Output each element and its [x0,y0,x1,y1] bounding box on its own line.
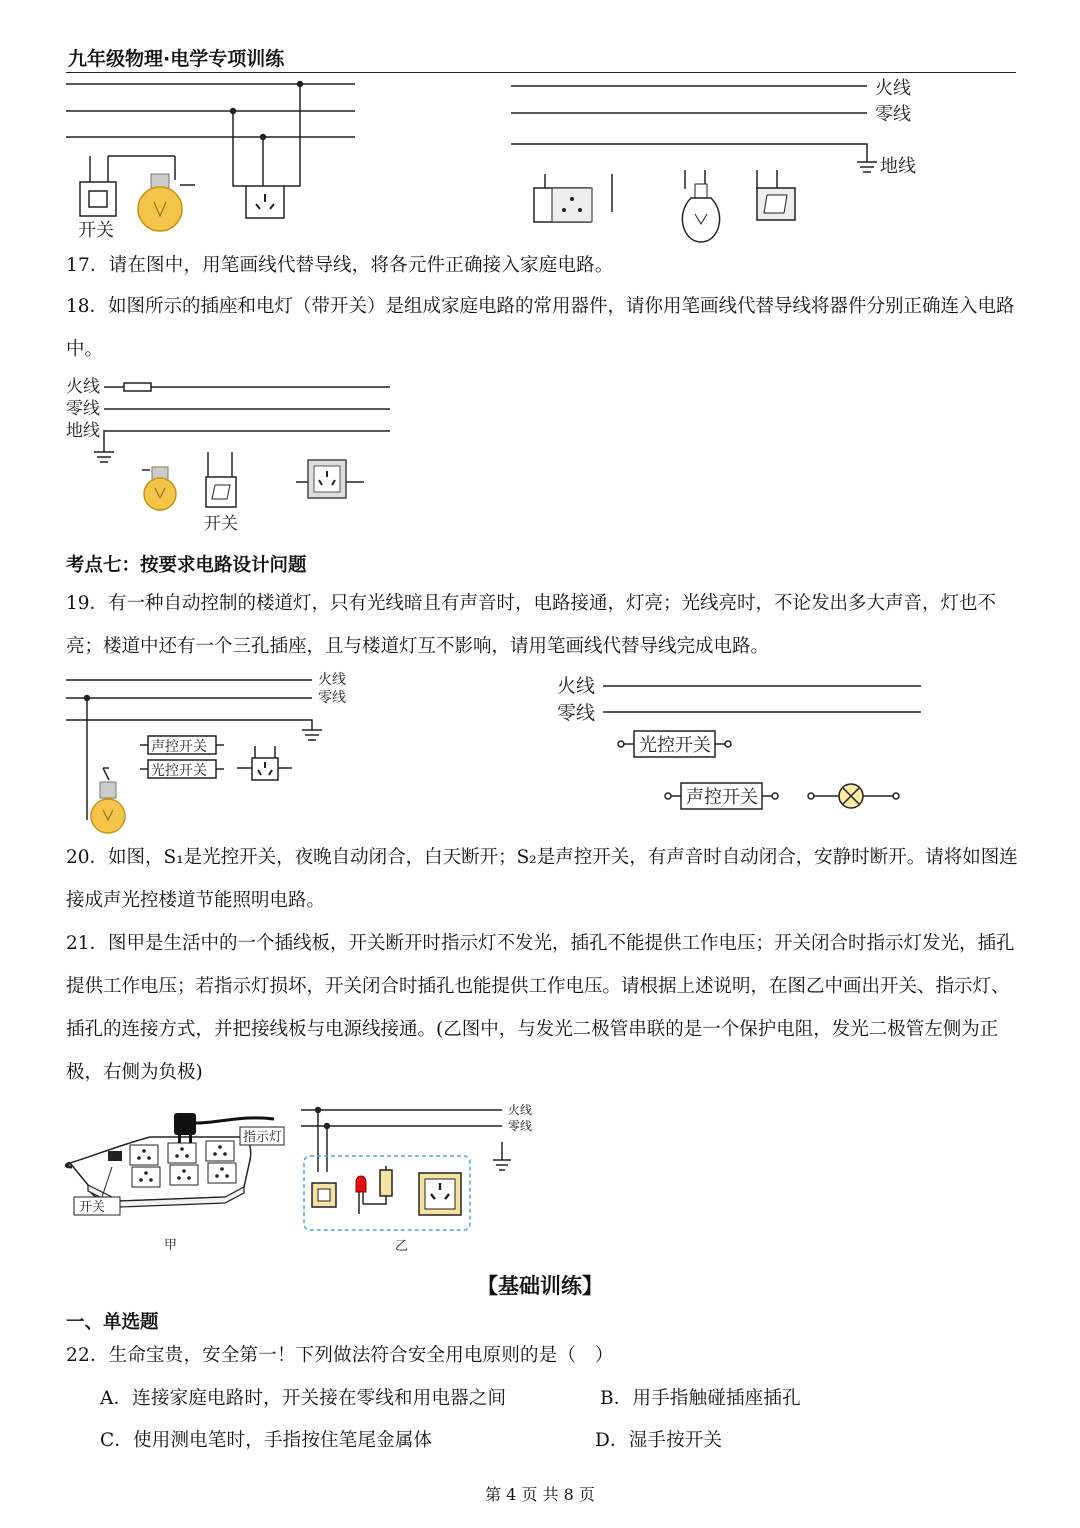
bulb-icon [682,184,719,242]
figure-16-right [505,74,935,249]
fig18-ground-label: 地线 [66,421,100,441]
figure-18 [60,372,400,537]
fig21-neutral-label: 零线 [508,1119,533,1133]
switch-icon [206,477,236,507]
fig16-ground-label: 地线 [880,156,916,177]
page-footer: 第 4 页 共 8 页 [485,1485,595,1504]
fig21-live-label: 火线 [508,1103,533,1117]
fig19-light-switch-label: 光控开关 [151,763,207,779]
bulb-icon [138,174,182,231]
q20-text: 20．如图，S₁是光控开关，夜晚自动闭合，白天断开；S₂是声控开关，有声音时自动闭合，安静时断开。请将如图连接成声光控楼道节能照明电路。 [66,847,1018,911]
figure-20 [555,668,935,818]
fig18-switch-label: 开关 [204,514,238,534]
bulb-icon [142,467,176,510]
section7-title: 考点七：按要求电路设计问题 [66,555,307,576]
q19-text: 19．有一种自动控制的楼道灯，只有光线暗且有声音时，电路接通，灯亮；光线亮时，不论发出多大声音，灯也不亮；楼道中还有一个三孔插座，且与楼道灯互不影响，请用笔画线代替导线完成电路。 [66,593,997,657]
q18-text: 18．如图所示的插座和电灯（带开关）是组成家庭电路的常用器件，请你用笔画线代替导线将器件分别正确连入电路中。 [66,296,1015,360]
q22-stem: 22．生命宝贵，安全第一！下列做法符合安全用电原则的是（ ） [66,1345,614,1366]
socket-icon [419,1173,461,1215]
part1-title: 一、单选题 [66,1312,159,1333]
fig21-switch-label: 开关 [79,1200,106,1215]
fig19-neutral-label: 零线 [318,690,346,706]
q21-text: 21．图甲是生活中的一个插线板，开关断开时指示灯不发光，插孔不能提供工作电压；开关闭合时指示灯发光，插孔提供工作电压；若指示灯损坏，开关闭合时插孔也能提供工作电压。请根据上述说明，在图乙中画出开关、指示灯、插孔的连接方式，并把接线板与电源线接通。(乙图中，与发光二极管串联的是一个保护电阻，发光二极管左侧为正极，右侧为负极) [66,933,1015,1083]
switch-icon [757,188,795,220]
fig21-caption-b: 乙 [395,1239,409,1254]
q22-option-a: A．连接家庭电路时，开关接在零线和用电器之间 [100,1388,507,1409]
q22-option-d: D．湿手按开关 [595,1430,723,1451]
switch-icon [312,1183,336,1207]
figure-21-b [296,1100,546,1260]
header-rule [66,72,1016,73]
bulb-icon [91,768,125,833]
fig16-neutral-label: 零线 [875,104,911,125]
fig20-light-switch-label: 光控开关 [639,735,711,756]
fig19-live-label: 火线 [318,672,346,688]
q17-text: 17．请在图中，用笔画线代替导线，将各元件正确接入家庭电路。 [66,255,614,276]
socket-icon [534,188,592,222]
resistor-icon [380,1166,392,1196]
figure-21-a [60,1105,300,1260]
socket-icon [308,460,346,498]
fig20-neutral-label: 零线 [557,702,596,724]
fig16-switch-label: 开关 [78,220,114,241]
figure-16-left [60,74,380,244]
header-title: 九年级物理·电学专项训练 [68,48,285,70]
q22-option-b: B．用手指触碰插座插孔 [600,1388,801,1409]
lamp-icon [839,784,863,808]
socket-icon [256,194,274,209]
fig20-live-label: 火线 [557,675,596,697]
fig16-live-label: 火线 [875,78,911,99]
fig21-indicator-label: 指示灯 [243,1130,283,1145]
basic-training-title: 【基础训练】 [477,1274,603,1298]
fig19-sound-switch-label: 声控开关 [151,739,207,755]
fig18-live-label: 火线 [66,377,100,397]
fig20-sound-switch-label: 声控开关 [686,787,758,808]
fig21-caption-a: 甲 [164,1238,178,1253]
fig18-neutral-label: 零线 [66,399,100,419]
q22-option-c: C．使用测电笔时，手指按住笔尾金属体 [100,1430,433,1451]
socket-icon [252,758,278,780]
figure-19 [60,670,360,840]
